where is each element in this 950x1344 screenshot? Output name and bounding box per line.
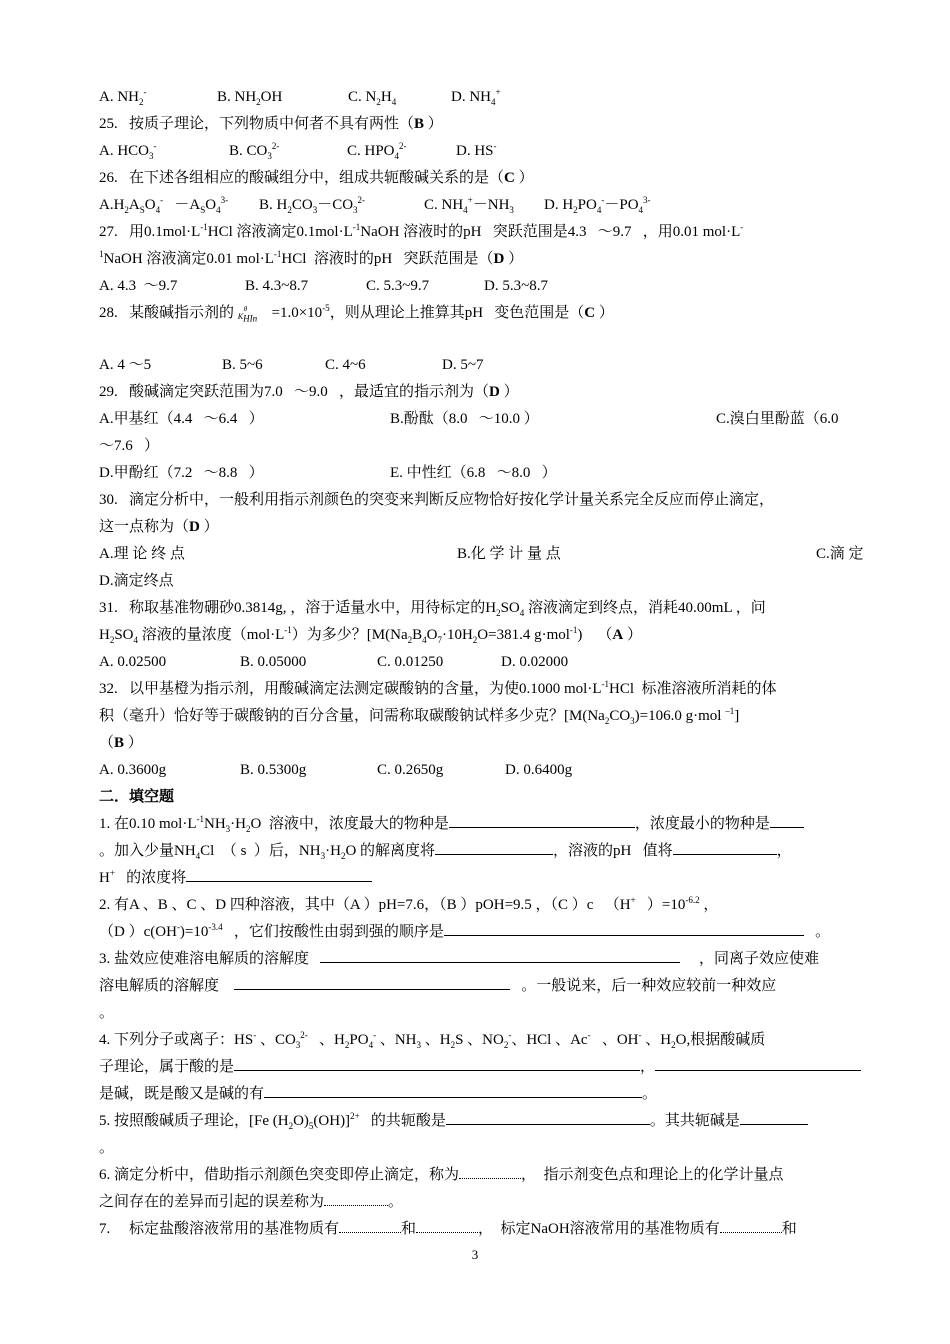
fill-q2-line2: （D ）$c(OH^-)=10^{-3.4}$ ，它们按酸性由弱到强的顺序是 。: [99, 919, 871, 946]
fill-q4-line3: 是碱，既是酸又是碱的有 。: [99, 1081, 871, 1108]
fill-q5-line2: 。: [99, 1140, 115, 1156]
fill-q5-line1: 5. 按照酸碱质子理论，[Fe $(H_2O)_5(OH)]^{2+}$ 的共轭酸是 。其共轭碱是: [99, 1108, 871, 1135]
q28-stem: 28. 某酸碱指示剂的 θ $K_{HIn}$ $=1.0\times 10^{-5}$，则从理论上推算其pH 变色范围是（C ）: [99, 300, 871, 352]
q31-stem-line1: 31. 称取基准物硼砂0.3814g, ，溶于适量水中，用待标定的$H_2SO_4$ 溶液滴定到终点，消耗40.00mL ，问: [99, 600, 766, 618]
k-hin-symbol: θ $K_{HIn}$: [237, 305, 258, 324]
fill-q7-line1: 7. 标定盐酸溶液常用的基准物质有 和 ， 标定NaOH溶液常用的基准物质有 和: [99, 1216, 871, 1243]
fill-q4-line1: 4. 下列分子或离子：HS- 、$CO_3^{2-}$ 、$H_2PO_4^-$ 、$NH_3$ 、$H_2S$ 、$NO_2^-$、HCl 、Ac- 、OH- 、$H_2O$,根据酸碱质: [99, 1030, 766, 1050]
q27-stem-line2: $^1$NaOH 溶液滴定0.01 $mol\cdot L^{-1}HCl$ 溶液时的pH 突跃范围是（D ）: [99, 249, 524, 267]
q31-stem-line2: $H_2SO_4$ 溶液的量浓度$(mol\cdot L^{-1})$为多少？[$M(Na_2B_4O_7\cdot 10H_2O=381.4$ g·mol$^{-1}$) （A ）: [99, 625, 643, 645]
q26-options: $A.H_2A_SO_4^- -A_SO_4^{3-}$ B. $H_2CO_3-CO_3^{2-}$ C. $NH_4^+-NH_3$ D. $H_2PO_4^--PO_4^{3-}$: [99, 195, 651, 215]
page-number: 3: [471, 1247, 479, 1262]
section-fill-title: 二．填空题: [99, 789, 175, 805]
q25-stem: 25. 按质子理论，下列物质中何者不具有两性（B ）: [99, 116, 443, 132]
fill-q1-line2: 。加入少量$NH_4Cl$ （ s ）后，$NH_3\cdot H_2O$ 的解离度将 ，溶液的pH 值将 ，: [99, 838, 871, 865]
q26-stem: 26. 在下述各组相应的酸碱组分中，组成共轭酸碱关系的是（C ）: [99, 170, 534, 186]
q32-options: A. 0.3600g B. 0.5300g C. 0.2650g D. 0.6400g: [99, 762, 573, 778]
q24-options: A. $NH_2^-$ B. $NH_2OH$ C. $N_2H_4$ D. $NH_4^+$: [99, 87, 501, 107]
q25-options: A. $HCO_3^-$ B. $CO_3^{2-}$ C. $HPO_4^{2-}$ D. HS-: [99, 141, 497, 161]
fill-q1-line3: H+ 的浓度将: [99, 865, 871, 892]
q30-options-line1: A.理 论 终 点 B.化 学 计 量 点 C.滴 定: [99, 546, 864, 562]
fill-q3-line3: 。: [99, 1005, 115, 1021]
q32-stem-line3: （B ）: [99, 735, 143, 751]
document-body: [99, 84, 871, 1243]
q30-stem-line1: 30. 滴定分析中，一般利用指示剂颜色的突变来判断反应物恰好按化学计量关系完全反应而停止滴定，: [99, 492, 775, 508]
q30-stem-line2: 这一点称为（D ）: [99, 519, 219, 535]
q27-stem-line1: 27. 用$0.1mol\cdot L^{-1}HCl$ 溶液滴定$0.1mol\cdot L^{-1}NaOH$ 溶液时的pH 突跃范围是4.3 ～9.7 ，用0.01 mol·L-: [99, 222, 744, 240]
q27-options: A. 4.3 ～9.7 B. 4.3~8.7 C. 5.3~9.7 D. 5.3~8.7: [99, 278, 548, 294]
fill-q4-line2: 子理论，属于酸的是 ，: [99, 1054, 871, 1081]
q30-options-line2: D.滴定终点: [99, 573, 174, 589]
q29-options-line2: ～7.6 ）: [99, 438, 160, 454]
q29-stem: 29. 酸碱滴定突跃范围为7.0 ～9.0 ，最适宜的指示剂为（D ）: [99, 384, 519, 400]
fill-q3-line2: 溶电解质的溶解度 。一般说来，后一种效应较前一种效应: [99, 973, 871, 1000]
q32-stem-line1: 32. 以甲基橙为指示剂，用酸碱滴定法测定碳酸钠的含量，为使0.1000 $mol\cdot L^{-1}HCl$ 标准溶液所消耗的体: [99, 679, 777, 697]
fill-q6-line1: 6. 滴定分析中，借助指示剂颜色突变即停止滴定，称为 ， 指示剂变色点和理论上的化学计量点: [99, 1162, 871, 1189]
fill-q3-line1: 3. 盐效应使难溶电解质的溶解度 ，同离子效应使难: [99, 946, 871, 973]
q29-options-line3: D.甲酚红（7.2 ～8.8 ） E. 中性红（6.8 ～8.0 ）: [99, 465, 557, 481]
fill-q2-line1: 2. 有A 、B 、C 、D 四种溶液，其中（A ）pH=7.6，（B ）pOH=9.5 ，（C ）c （H+ ）$=10^{-6.2}$ ，: [99, 895, 719, 913]
q32-stem-line2: 积（毫升）恰好等于碳酸钠的百分含量，问需称取碳酸钠试样多少克？[$M(Na_2CO_3)=106.0$ g·mol $^{-1}$]: [99, 706, 740, 726]
q31-options: A. 0.02500 B. 0.05000 C. 0.01250 D. 0.02000: [99, 654, 569, 670]
q29-options-line1: A.甲基红（4.4 ～6.4 ） B.酚酞（8.0 ～10.0 ） C.溴白里酚蓝（6.0: [99, 411, 839, 427]
fill-q6-line2: 之间存在的差异而引起的误差称为 。: [99, 1189, 871, 1216]
q28-options: A. 4 ～5 B. 5~6 C. 4~6 D. 5~7: [99, 357, 484, 373]
fill-q1-line1: 1. 在0.10 $mol\cdot L^{-1}NH_3\cdot H_2O$ 溶液中，浓度最大的物种是 ，浓度最小的物种是: [99, 811, 871, 838]
